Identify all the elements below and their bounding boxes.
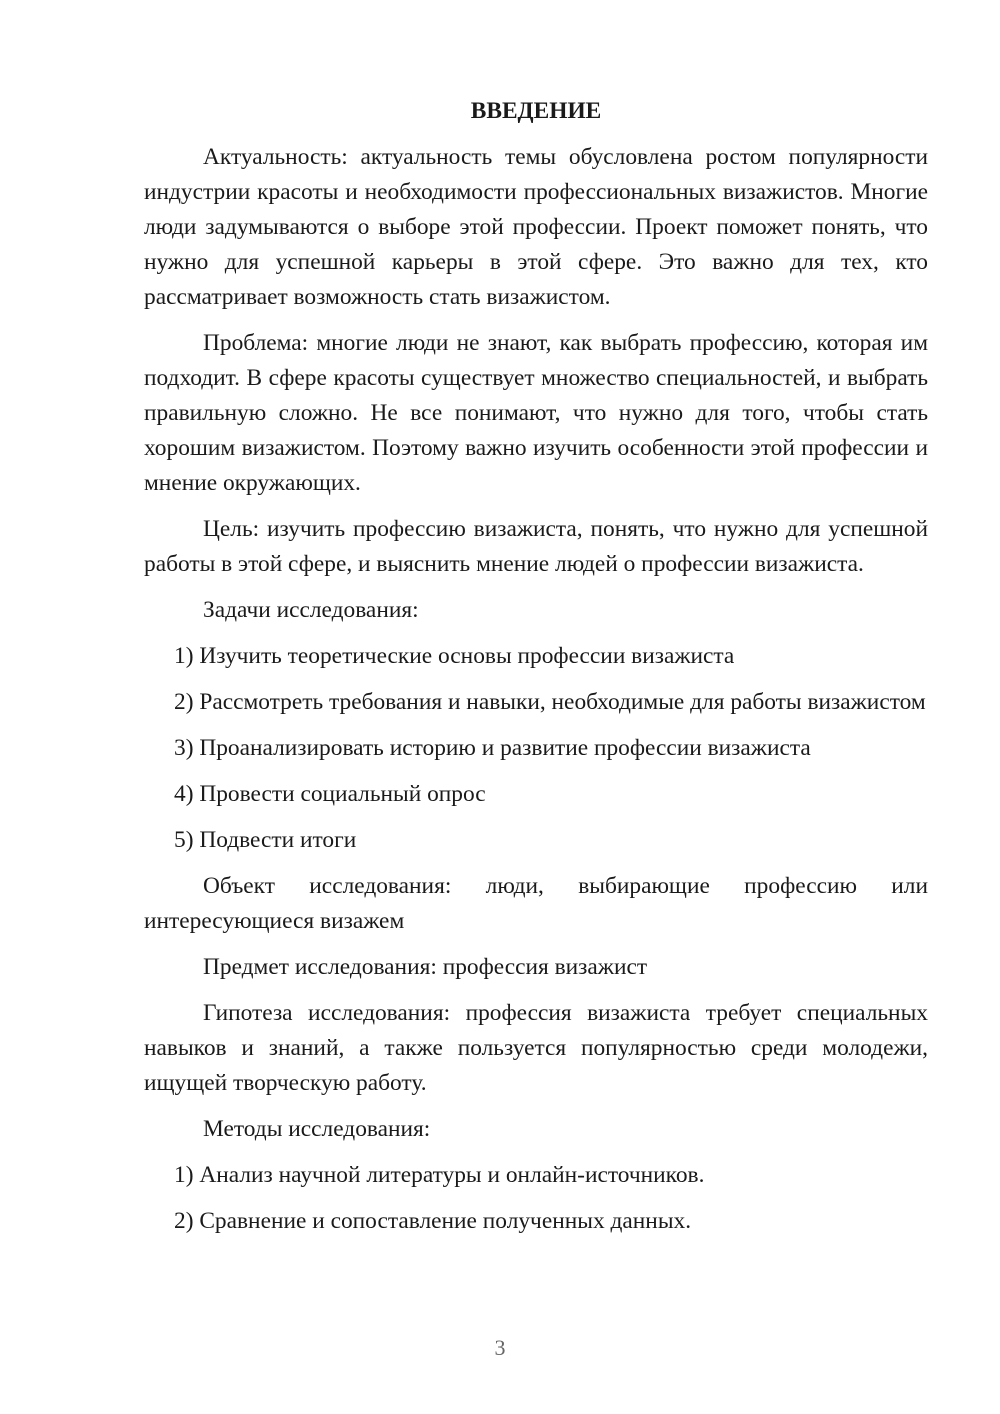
task-item: 3) Проанализировать историю и развитие профессии визажиста bbox=[174, 735, 811, 761]
goal-paragraph: Цель: изучить профессию визажиста, понять, что нужно для успешной работы в этой сфере, и выяснить мнение людей о профессии визажиста. bbox=[144, 516, 928, 577]
relevance-paragraph: Актуальность: актуальность темы обусловлена ростом популярности индустрии красоты и необходимости профессиональных визажистов. Многие люди задумываются о выборе этой профессии. Проект поможет понять, что нужно для успешной карьеры в этой сфере. Это важно для тех, кто рассматривает возможность стать визажистом. bbox=[144, 144, 928, 310]
task-item: 2) Рассмотреть требования и навыки, необходимые для работы визажистом bbox=[174, 689, 926, 715]
task-item: 4) Провести социальный опрос bbox=[174, 781, 486, 807]
task-item: 1) Изучить теоретические основы профессии визажиста bbox=[174, 643, 735, 669]
page-title: ВВЕДЕНИЕ bbox=[470, 98, 602, 124]
hypothesis-paragraph: Гипотеза исследования: профессия визажиста требует специальных навыков и знаний, а также пользуется популярностью среди молодежи, ищущей творческую работу. bbox=[144, 1000, 928, 1096]
page-content bbox=[144, 94, 928, 1250]
object-paragraph: Объект исследования: люди, выбирающие профессию или интересующиеся визажем bbox=[144, 873, 928, 934]
methods-heading: Методы исследования: bbox=[203, 1116, 431, 1142]
problem-paragraph: Проблема: многие люди не знают, как выбрать профессию, которая им подходит. В сфере красоты существует множество специальностей, и выбрать правильную сложно. Не все понимают, что нужно для того, чтобы стать хорошим визажистом. Поэтому важно изучить особенности этой профессии и мнение окружающих. bbox=[144, 330, 928, 496]
task-item: 5) Подвести итоги bbox=[174, 827, 357, 853]
page-number: 3 bbox=[494, 1335, 506, 1360]
method-item: 1) Анализ научной литературы и онлайн-источников. bbox=[174, 1162, 705, 1188]
tasks-heading: Задачи исследования: bbox=[203, 597, 419, 623]
method-item: 2) Сравнение и сопоставление полученных данных. bbox=[174, 1208, 692, 1234]
subject-paragraph: Предмет исследования: профессия визажист bbox=[203, 954, 648, 980]
